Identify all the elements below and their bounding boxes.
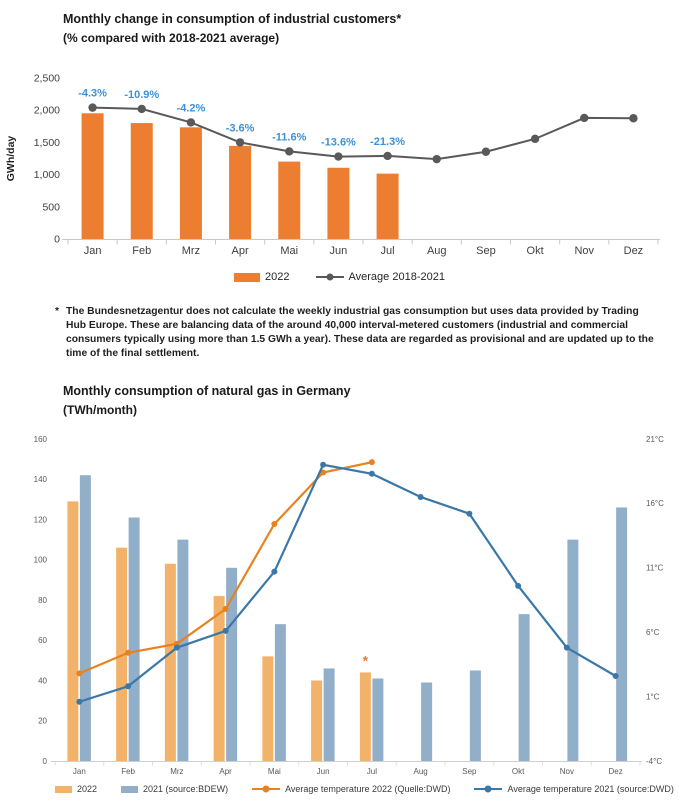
legend-item-2022-bars <box>234 271 289 283</box>
temp-2021-marker-Okt <box>515 583 521 589</box>
legend-swatch-gas-2022 <box>55 786 72 793</box>
pct-label-Jan: -4.3% <box>78 87 107 100</box>
temp-2022-marker-Jul <box>369 459 375 465</box>
legend-label-average: Average 2018-2021 <box>348 271 445 283</box>
legend-item-gas-2021 <box>121 784 228 794</box>
right-tick-label: 16°C <box>646 499 664 509</box>
x-tick-label: Jan <box>72 767 86 776</box>
left-tick-label: 0 <box>42 756 47 766</box>
average-line <box>93 108 634 160</box>
bar-2022-Jan <box>67 501 78 761</box>
legend-swatch-2022 <box>234 273 260 282</box>
temp-2022-marker-Mai <box>271 521 277 527</box>
average-marker-Dez <box>629 114 637 122</box>
x-tick-label: Feb <box>132 245 152 257</box>
legend-line-temp-2021 <box>474 788 502 790</box>
bar-2022-Jun <box>327 168 349 239</box>
footnote-text: The Bundesnetzagentur does not calculate the weekly industrial gas consumption but uses data provided by Trading Hub Europe. These are balancing data of the around 40,000 interval-metered customers (industrial and commercial consumers typically using more than 1.5 GWh a year). These data are regarded as provisional and are updated up to the time of the final settlement. <box>66 306 654 359</box>
legend-line-marker <box>326 274 333 281</box>
natural-gas-consumption-chart <box>0 425 679 781</box>
bar-2021-Okt <box>519 614 530 761</box>
average-marker-Aug <box>433 155 441 163</box>
bar-2021-Jun <box>324 668 335 761</box>
legend-label-gas-2022: 2022 <box>77 784 98 794</box>
industrial-consumption-chart <box>0 55 679 267</box>
x-tick-label: Apr <box>231 245 249 257</box>
footnote-asterisk: * <box>55 306 60 317</box>
temp-2022-marker-Apr <box>223 606 229 612</box>
left-tick-label: 160 <box>33 434 47 444</box>
average-marker-Feb <box>138 105 146 113</box>
pct-label-Feb: -10.9% <box>124 88 160 101</box>
legend-line-average <box>316 276 344 278</box>
temp-2022-marker-Feb <box>125 650 131 656</box>
bar-2021-Jul <box>372 678 383 761</box>
temp-2021-marker-Jul <box>369 471 375 477</box>
legend-item-gas-2022 <box>55 784 97 794</box>
chart2-subtitle: (TWh/month) <box>63 403 137 417</box>
x-tick-label: Feb <box>121 767 136 776</box>
average-marker-Okt <box>531 135 539 143</box>
legend-item-average-line <box>316 271 445 283</box>
temp-2021-marker-Mrz <box>174 645 180 651</box>
bar-2022-Jul <box>377 174 399 239</box>
y-tick-label: 2,500 <box>33 72 60 85</box>
bar-2022-Mai <box>278 162 300 239</box>
x-tick-label: Dez <box>623 245 644 257</box>
bar-2021-Sep <box>470 670 481 761</box>
temp-2021-marker-Dez <box>613 673 619 679</box>
y-tick-label: 0 <box>54 233 60 246</box>
x-tick-label: Jan <box>83 245 102 257</box>
bar-2022-Jan <box>82 113 104 239</box>
temp-2021-marker-Mai <box>271 569 277 575</box>
x-tick-label: Jul <box>380 245 395 257</box>
y-tick-label: 1,000 <box>33 169 60 182</box>
temp-2021-marker-Jun <box>320 462 326 468</box>
temperature-line-2021 <box>79 465 615 702</box>
bar-2022-Apr <box>214 596 225 761</box>
average-marker-Mrz <box>187 118 195 126</box>
x-tick-label: Okt <box>511 767 525 776</box>
legend-marker-temp-2021 <box>485 786 492 793</box>
temp-2022-marker-Jan <box>76 670 82 676</box>
footnote <box>55 305 655 361</box>
bar-2021-Mrz <box>177 540 188 761</box>
legend-swatch-gas-2021 <box>121 786 138 793</box>
chart1-subtitle: (% compared with 2018-2021 average) <box>63 31 280 45</box>
x-tick-label: Nov <box>574 245 595 257</box>
average-marker-Sep <box>482 148 490 156</box>
chart2-legend <box>55 784 674 794</box>
chart1-title: Monthly change in consumption of industrial customers* <box>63 12 402 26</box>
x-tick-label: Apr <box>219 767 232 776</box>
left-tick-label: 120 <box>33 515 47 525</box>
bar-2021-Mai <box>275 624 286 761</box>
pct-label-Jun: -13.6% <box>320 136 356 149</box>
left-tick-label: 80 <box>38 595 47 605</box>
x-tick-label: Jun <box>329 245 348 257</box>
bar-2021-Feb <box>129 517 140 761</box>
right-tick-label: -4°C <box>646 756 663 766</box>
bar-2022-Mrz <box>165 564 176 761</box>
x-tick-label: Aug <box>413 767 428 776</box>
legend-item-temp-2021 <box>474 784 673 794</box>
bar-2022-Feb <box>131 123 153 239</box>
provisional-asterisk: * <box>362 652 369 669</box>
x-tick-label: Mrz <box>170 767 184 776</box>
bar-2022-Jun <box>311 681 322 762</box>
average-marker-Jun <box>334 152 342 160</box>
y-tick-label: 500 <box>42 201 60 214</box>
left-tick-label: 60 <box>38 636 47 646</box>
temp-2021-marker-Sep <box>466 511 472 517</box>
x-tick-label: Mai <box>267 767 281 776</box>
x-tick-label: Aug <box>426 245 447 257</box>
x-tick-label: Sep <box>476 245 496 257</box>
legend-label-2022: 2022 <box>265 271 290 283</box>
average-marker-Jan <box>88 103 96 111</box>
bar-2021-Aug <box>421 683 432 761</box>
y-axis-title: GWh/day <box>5 135 17 182</box>
right-tick-label: 1°C <box>646 692 660 702</box>
temp-2021-marker-Jan <box>76 699 82 705</box>
legend-line-temp-2022 <box>252 788 280 790</box>
left-tick-label: 20 <box>38 716 47 726</box>
x-tick-label: Okt <box>526 245 544 257</box>
right-tick-label: 21°C <box>646 434 664 444</box>
left-tick-label: 100 <box>33 555 47 565</box>
average-marker-Apr <box>236 138 244 146</box>
bar-2022-Apr <box>229 146 251 239</box>
y-tick-label: 2,000 <box>33 104 60 117</box>
x-tick-label: Jul <box>366 767 377 776</box>
x-tick-label: Nov <box>559 767 574 776</box>
legend-label-temp-2022: Average temperature 2022 (Quelle:DWD) <box>285 784 451 794</box>
left-tick-label: 40 <box>38 676 47 686</box>
chart2-title: Monthly consumption of natural gas in Germany <box>63 384 351 398</box>
x-tick-label: Sep <box>462 767 477 776</box>
average-marker-Mai <box>285 147 293 155</box>
x-tick-label: Mai <box>280 245 299 257</box>
temp-2021-marker-Feb <box>125 683 131 689</box>
legend-label-gas-2021: 2021 (source:BDEW) <box>143 784 229 794</box>
bar-2021-Jan <box>80 475 91 761</box>
bar-2022-Mrz <box>180 127 202 239</box>
bar-2022-Mai <box>262 656 273 761</box>
legend-item-temp-2022 <box>252 784 450 794</box>
pct-label-Jul: -21.3% <box>370 135 406 148</box>
x-tick-label: Dez <box>608 767 623 776</box>
pct-label-Mai: -11.6% <box>272 131 307 144</box>
right-tick-label: 11°C <box>646 563 664 573</box>
x-tick-label: Jun <box>316 767 330 776</box>
temp-2021-marker-Aug <box>418 494 424 500</box>
bar-2021-Dez <box>616 507 627 761</box>
chart1-legend <box>0 271 679 283</box>
bar-2022-Jul <box>360 672 371 761</box>
legend-marker-temp-2022 <box>263 786 270 793</box>
temp-2021-marker-Apr <box>223 628 229 634</box>
pct-label-Mrz: -4.2% <box>176 102 206 115</box>
temp-2021-marker-Nov <box>564 645 570 651</box>
average-marker-Jul <box>383 152 391 160</box>
left-tick-label: 140 <box>33 475 47 485</box>
y-tick-label: 1,500 <box>33 136 60 149</box>
pct-label-Apr: -3.6% <box>225 122 255 135</box>
average-marker-Nov <box>580 114 588 122</box>
legend-label-temp-2021: Average temperature 2021 (source:DWD) <box>507 784 674 794</box>
x-tick-label: Mrz <box>181 245 201 257</box>
right-tick-label: 6°C <box>646 628 660 637</box>
